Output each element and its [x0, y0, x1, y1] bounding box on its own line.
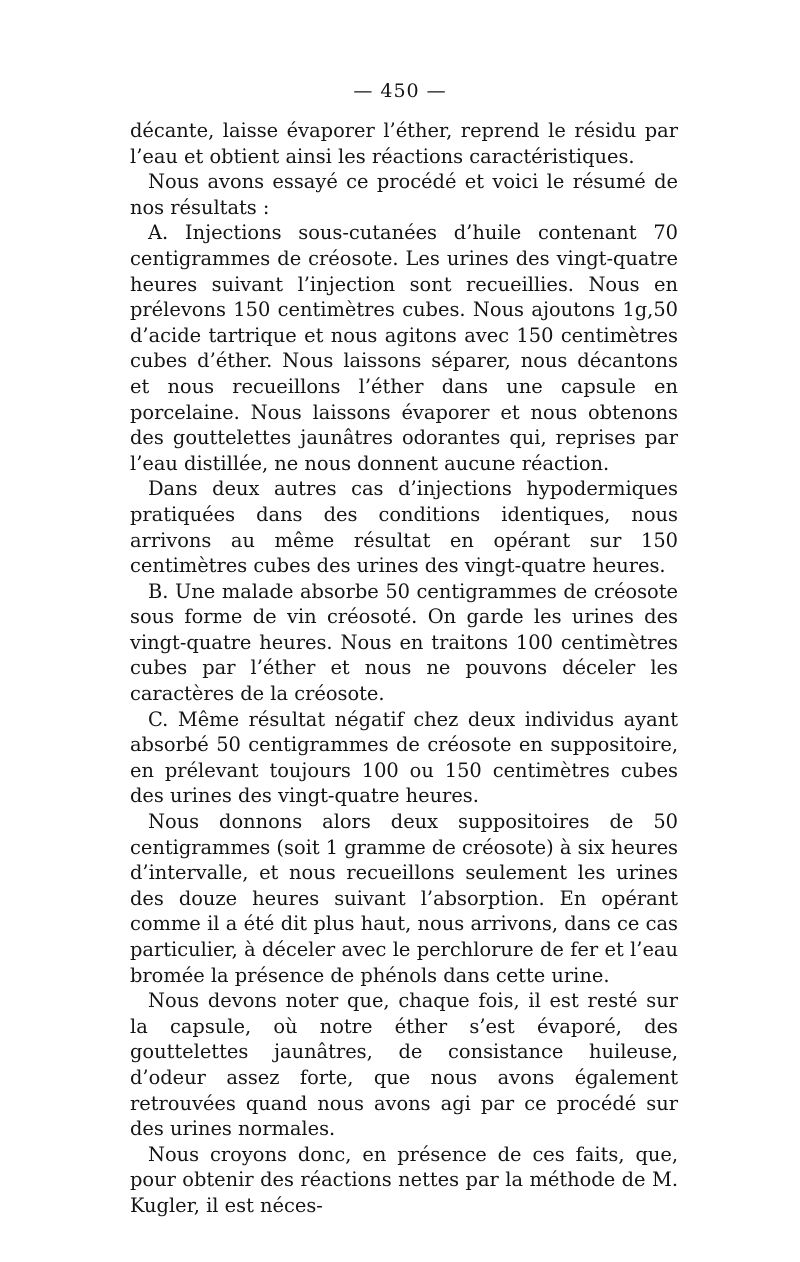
paragraph-section-b: B. Une malade absorbe 50 centigrammes de créosote sous forme de vin créosoté. On garde les urines des vingt-quatre heures. Nous en traitons 100 centimètres cubes par l’éther et nous ne pouvons déceler les caractères de la créosote.	[130, 579, 678, 706]
paragraph-section-a: A. Injections sous-cutanées d’huile contenant 70 centigrammes de créosote. Les urines des vingt-quatre heures suivant l’injection sont recueillies. Nous en prélevons 150 centimètres cubes. Nous ajoutons 1g,50 d’acide tartrique et nous agitons avec 150 centimètres cubes d’éther. Nous laissons séparer, nous décantons et nous recueillons l’éther dans une capsule en porcelaine. Nous laissons évaporer et nous obtenons des gouttelettes jaunâtres odorantes qui, reprises par l’eau distillée, ne nous donnent aucune réaction.	[130, 221, 678, 475]
page-number: — 450 —	[353, 80, 447, 102]
paragraph-conclusion: Nous croyons donc, en présence de ces faits, que, pour obtenir des réactions nettes par la méthode de M. Kugler, il est néces-	[130, 1142, 678, 1217]
body-text	[130, 118, 678, 1219]
paragraph-observation: Nous devons noter que, chaque fois, il est resté sur la capsule, où notre éther s’est évaporé, des gouttelettes jaunâtres, de consistance huileuse, d’odeur assez forte, que nous avons également retrouvées quand nous avons agi par ce procédé sur des urines normales.	[130, 989, 678, 1141]
paragraph-continuation: décante, laisse évaporer l’éther, reprend le résidu par l’eau et obtient ainsi les réactions caractéristiques.	[130, 119, 678, 168]
paragraph-intro-results: Nous avons essayé ce procédé et voici le résumé de nos résultats :	[130, 170, 678, 219]
paragraph-section-c: C. Même résultat négatif chez deux individus ayant absorbé 50 centigrammes de créosote en suppositoire, en prélevant toujours 100 ou 150 centimètres cubes des urines des vingt-quatre heures.	[130, 707, 678, 808]
paragraph-suppositories: Nous donnons alors deux suppositoires de 50 centigrammes (soit 1 gramme de créosote) à six heures d’intervalle, et nous recueillons seulement les urines des douze heures suivant l’absorption. En opérant comme il a été dit plus haut, nous arrivons, dans ce cas particulier, à déceler avec le perchlorure de fer et l’eau bromée la présence de phénols dans cette urine.	[130, 810, 679, 987]
paragraph-hypodermic-cases: Dans deux autres cas d’injections hypodermiques pratiquées dans des conditions identiques, nous arrivons au même résultat en opérant sur 150 centimètres cubes des urines des vingt-quatre heures.	[130, 477, 678, 578]
